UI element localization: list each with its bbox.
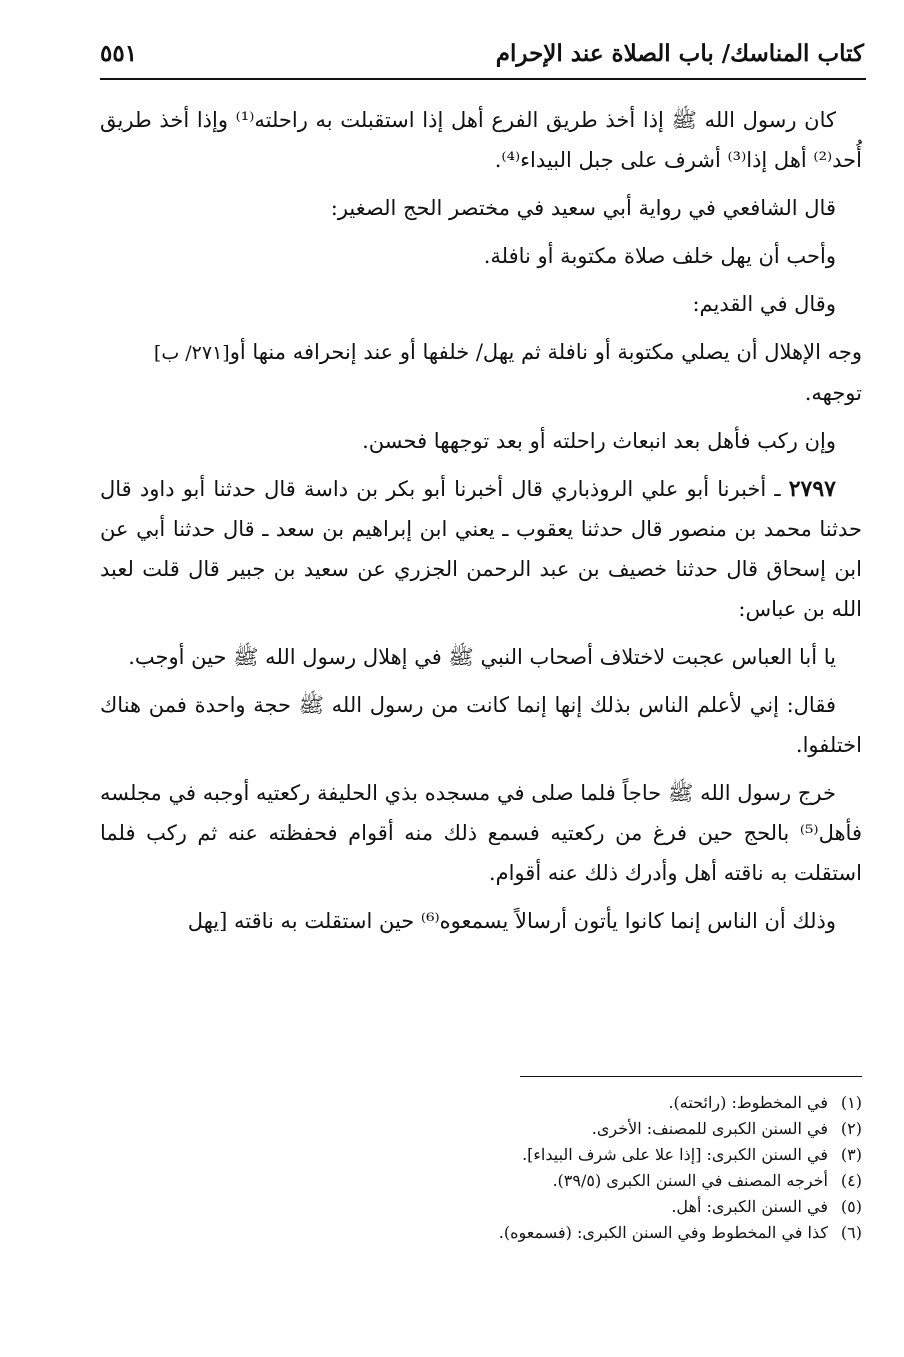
paragraph-1: كان رسول الله ﷺ إذا أخذ طريق الفرع أهل إذا استقبلت به راحلته⁽¹⁾ وإذا أخذ طريق أُحد⁽²⁾ أهل إذا⁽³⁾ أشرف على جبل البيداء⁽⁴⁾. bbox=[100, 108, 862, 172]
footnote-3 bbox=[100, 1142, 862, 1168]
paragraph-2: قال الشافعي في رواية أبي سعيد في مختصر الحج الصغير: bbox=[330, 196, 836, 220]
footnote-text: في المخطوط: (رائحته). bbox=[668, 1093, 828, 1112]
paragraph-7 bbox=[100, 469, 862, 629]
footnote-5 bbox=[100, 1194, 862, 1220]
footnote-number: (٦) bbox=[840, 1223, 862, 1242]
footnote-number: (٤) bbox=[840, 1171, 862, 1190]
footnote-text: في السنن الكبرى للمصنف: الأخرى. bbox=[591, 1119, 828, 1138]
footnote-number: (١) bbox=[840, 1093, 862, 1112]
footnote-number: (٢) bbox=[840, 1119, 862, 1138]
footnote-4 bbox=[100, 1168, 862, 1194]
footnote-text: في السنن الكبرى: [إذا علا على شرف البيداء]. bbox=[522, 1145, 828, 1164]
paragraph-5 bbox=[22, 332, 862, 413]
footnote-text: كذا في المخطوط وفي السنن الكبرى: (فسمعوه). bbox=[498, 1223, 828, 1242]
paragraph-11: وذلك أن الناس إنما كانوا يأتون أرسالاً يسمعوه⁽⁶⁾ حين استقلت به ناقته [يهل bbox=[187, 909, 836, 933]
footnote-2 bbox=[100, 1116, 862, 1142]
paragraph-10: خرج رسول الله ﷺ حاجاً فلما صلى في مسجده بذي الحليفة ركعتيه أوجبه في مجلسه فأهل⁽⁵⁾ بالحج حين فرغ من ركعتيه فسمع ذلك منه أقوام فحفظته عنه ثم ركب فلما استقلت به ناقته أهل وأدرك ذلك عنه أقوام. bbox=[100, 781, 862, 885]
footnote-6 bbox=[100, 1220, 862, 1246]
page-header bbox=[100, 34, 864, 74]
footnote-rule bbox=[520, 1076, 862, 1077]
header-rule bbox=[100, 78, 866, 80]
paragraph-6: وإن ركب فأهل بعد انبعاث راحلته أو بعد توجهها فحسن. bbox=[362, 429, 836, 453]
paragraph-5-text: وجه الإهلال أن يصلي مكتوبة أو نافلة ثم يهل/ خلفها أو عند إنحرافه منها أو bbox=[229, 340, 862, 364]
footnotes bbox=[100, 1090, 862, 1246]
hadith-number: ٢٧٩٧ bbox=[788, 476, 836, 502]
footnote-text: في السنن الكبرى: أهل. bbox=[671, 1197, 828, 1216]
footnote-number: (٣) bbox=[840, 1145, 862, 1164]
paragraph-3: وأحب أن يهل خلف صلاة مكتوبة أو نافلة. bbox=[483, 244, 836, 268]
footnote-1 bbox=[100, 1090, 862, 1116]
paragraph-4: وقال في القديم: bbox=[692, 292, 836, 316]
page-number: ٥٥١ bbox=[100, 40, 138, 67]
paragraph-5-end: توجهه. bbox=[804, 381, 862, 405]
paragraph-8: يا أبا العباس عجبت لاختلاف أصحاب النبي ﷺ في إهلال رسول الله ﷺ حين أوجب. bbox=[128, 645, 836, 669]
paragraph-7-text: ـ أخبرنا أبو علي الروذباري قال أخبرنا أبو بكر بن داسة قال حدثنا أبو داود قال حدثنا محمد بن منصور قال حدثنا يعقوب ـ يعني ابن إبراهيم بن سعد ـ قال حدثنا أبي عن ابن إسحاق قال حدثنا خصيف بن عبد الرحمن الجزري عن سعيد بن جبير قال قلت لعبد الله بن عباس: bbox=[100, 477, 862, 621]
footnote-text: أخرجه المصنف في السنن الكبرى (٣٩/٥). bbox=[552, 1171, 828, 1190]
folio-marker: [٢٧١/ ب] bbox=[153, 342, 230, 364]
paragraph-9: فقال: إني لأعلم الناس بذلك إنها إنما كانت من رسول الله ﷺ حجة واحدة فمن هناك اختلفوا. bbox=[100, 693, 862, 757]
main-text bbox=[100, 100, 862, 949]
footnote-number: (٥) bbox=[840, 1197, 862, 1216]
running-title: كتاب المناسك/ باب الصلاة عند الإحرام bbox=[495, 40, 864, 67]
